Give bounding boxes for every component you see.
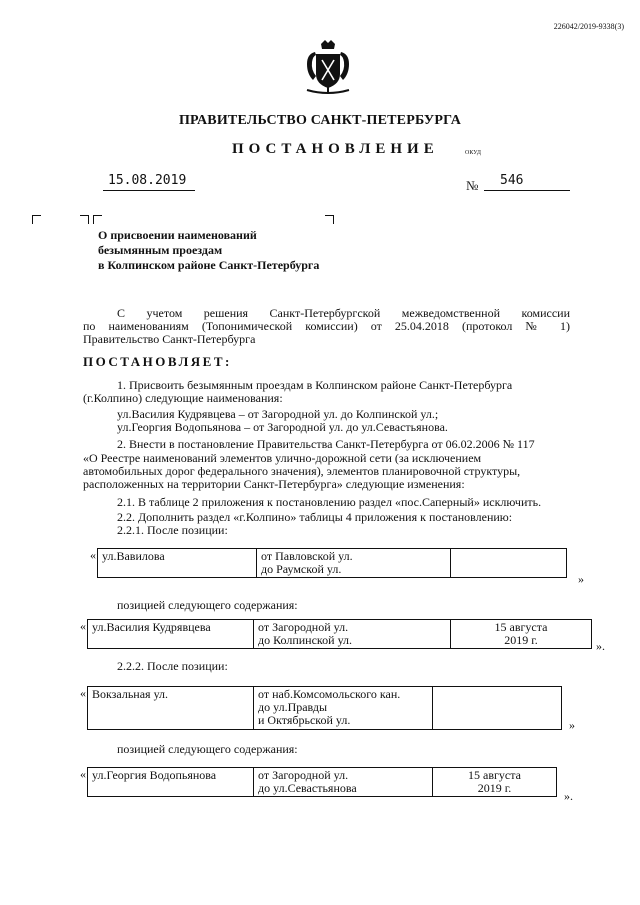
document-type-title: ПОСТАНОВЛЕНИЕ: [232, 141, 439, 157]
reference-table-vavilova: [97, 548, 567, 578]
body-line: (г.Колпино) следующие наименования:: [83, 391, 283, 405]
table-row: [88, 620, 592, 649]
date-cell: [451, 549, 567, 578]
route-line: до ул.Правды: [258, 700, 328, 714]
date-cell: [433, 768, 557, 797]
date-line: 15 августа: [468, 768, 521, 782]
number-label: №: [466, 178, 479, 193]
body-line: расположенных на территории Санкт-Петербурга» следующие изменения:: [83, 477, 465, 491]
intro-line: Правительство Санкт-Петербурга: [83, 332, 256, 346]
decree-word: ПОСТАНОВЛЯЕТ:: [83, 354, 232, 369]
body-line: 1. Присвоить безымянным проездам в Колпинском районе Санкт-Петербурга: [117, 378, 513, 392]
route-cell: [254, 620, 451, 649]
bracket-corner: [93, 215, 102, 224]
body-line: ул.Георгия Водопьянова – от Загородной ул. до ул.Севастьянова.: [117, 420, 448, 434]
date-cell: [451, 620, 592, 649]
date-line: 2019 г.: [477, 781, 512, 795]
route-line: от Загородной ул.: [258, 768, 349, 782]
spb-coat-of-arms-emblem: [303, 40, 353, 96]
quote-open: «: [80, 767, 86, 781]
date-line: 2019 г.: [504, 633, 538, 647]
after-position-text: 2.2.2. После позиции:: [117, 659, 228, 673]
body-line: 2.1. В таблице 2 приложения к постановлению раздел «пос.Саперный» исключить.: [117, 495, 542, 509]
street-name-cell: ул.Вавилова: [98, 549, 257, 578]
intro-line: по наименованиям (Топонимической комиссии) от 25.04.2018 (протокол № 1): [83, 319, 570, 333]
subject-line: О присвоении наименований: [98, 228, 257, 242]
date-cell: [433, 687, 562, 730]
number-underline: [484, 190, 570, 191]
reference-table-vokzalnaya: [87, 686, 562, 730]
government-title: ПРАВИТЕЛЬСТВО САНКТ-ПЕТЕРБУРГА: [178, 113, 462, 128]
body-line: ул.Василия Кудрявцева – от Загородной ул. до Колпинской ул.;: [117, 407, 439, 421]
bracket-corner: [325, 215, 334, 224]
street-name-cell: ул.Василия Кудрявцева: [88, 620, 254, 649]
date-underline: [103, 190, 195, 191]
route-line: от Павловской ул.: [261, 549, 353, 563]
body-line: 2.2. Дополнить раздел «г.Колпино» таблицы 4 приложения к постановлению:: [117, 510, 513, 524]
route-cell: [254, 687, 433, 730]
intro-paragraph: [83, 307, 570, 346]
decree-number: 546: [500, 173, 524, 188]
route-cell: [254, 768, 433, 797]
decree-subject: [98, 228, 319, 273]
route-line: от Загородной ул.: [258, 620, 349, 634]
body-line: автомобильных дорог федерального значения), элементов планировочной структуры,: [83, 464, 521, 478]
quote-open: «: [80, 619, 86, 633]
reference-table-kudryavtseva: [87, 619, 592, 649]
following-text: позицией следующего содержания:: [117, 742, 298, 756]
street-name-cell: ул.Георгия Водопьянова: [88, 768, 254, 797]
reference-table-vodopyanova: [87, 767, 557, 797]
document-code: 226042/2019-9338(3): [553, 22, 624, 31]
route-line: до Раумской ул.: [261, 562, 342, 576]
quote-open: «: [90, 548, 96, 562]
table-row: [88, 687, 562, 730]
route-line: и Октябрьской ул.: [258, 713, 351, 727]
route-line: до ул.Севастьянова: [258, 781, 357, 795]
okud-label: ОКУД: [465, 150, 481, 156]
intro-line: С учетом решения Санкт-Петербургской межведомственной комиссии: [117, 306, 570, 320]
table-row: [88, 768, 557, 797]
body-line: 2. Внести в постановление Правительства Санкт-Петербурга от 06.02.2006 № 117: [117, 437, 535, 451]
subject-line: безымянным проездам: [98, 243, 223, 257]
route-line: от наб.Комсомольского кан.: [258, 687, 401, 701]
route-line: до Колпинской ул.: [258, 633, 353, 647]
quote-close: »: [578, 572, 584, 586]
quote-close: ».: [596, 639, 605, 653]
table-row: [98, 549, 567, 578]
street-name-cell: Вокзальная ул.: [88, 687, 254, 730]
bracket-corner: [32, 215, 41, 224]
decree-date: 15.08.2019: [108, 173, 187, 188]
bracket-corner: [80, 215, 89, 224]
body-line: «О Реестре наименований элементов улично-дорожной сети (за исключением: [83, 451, 482, 465]
body-line: 2.2.1. После позиции:: [117, 523, 228, 537]
quote-close: »: [569, 718, 575, 732]
route-cell: [257, 549, 451, 578]
subject-line: в Колпинском районе Санкт-Петербурга: [98, 258, 320, 272]
following-text: позицией следующего содержания:: [117, 598, 298, 612]
date-line: 15 августа: [494, 620, 548, 634]
quote-close: ».: [564, 789, 573, 803]
quote-open: «: [80, 686, 86, 700]
